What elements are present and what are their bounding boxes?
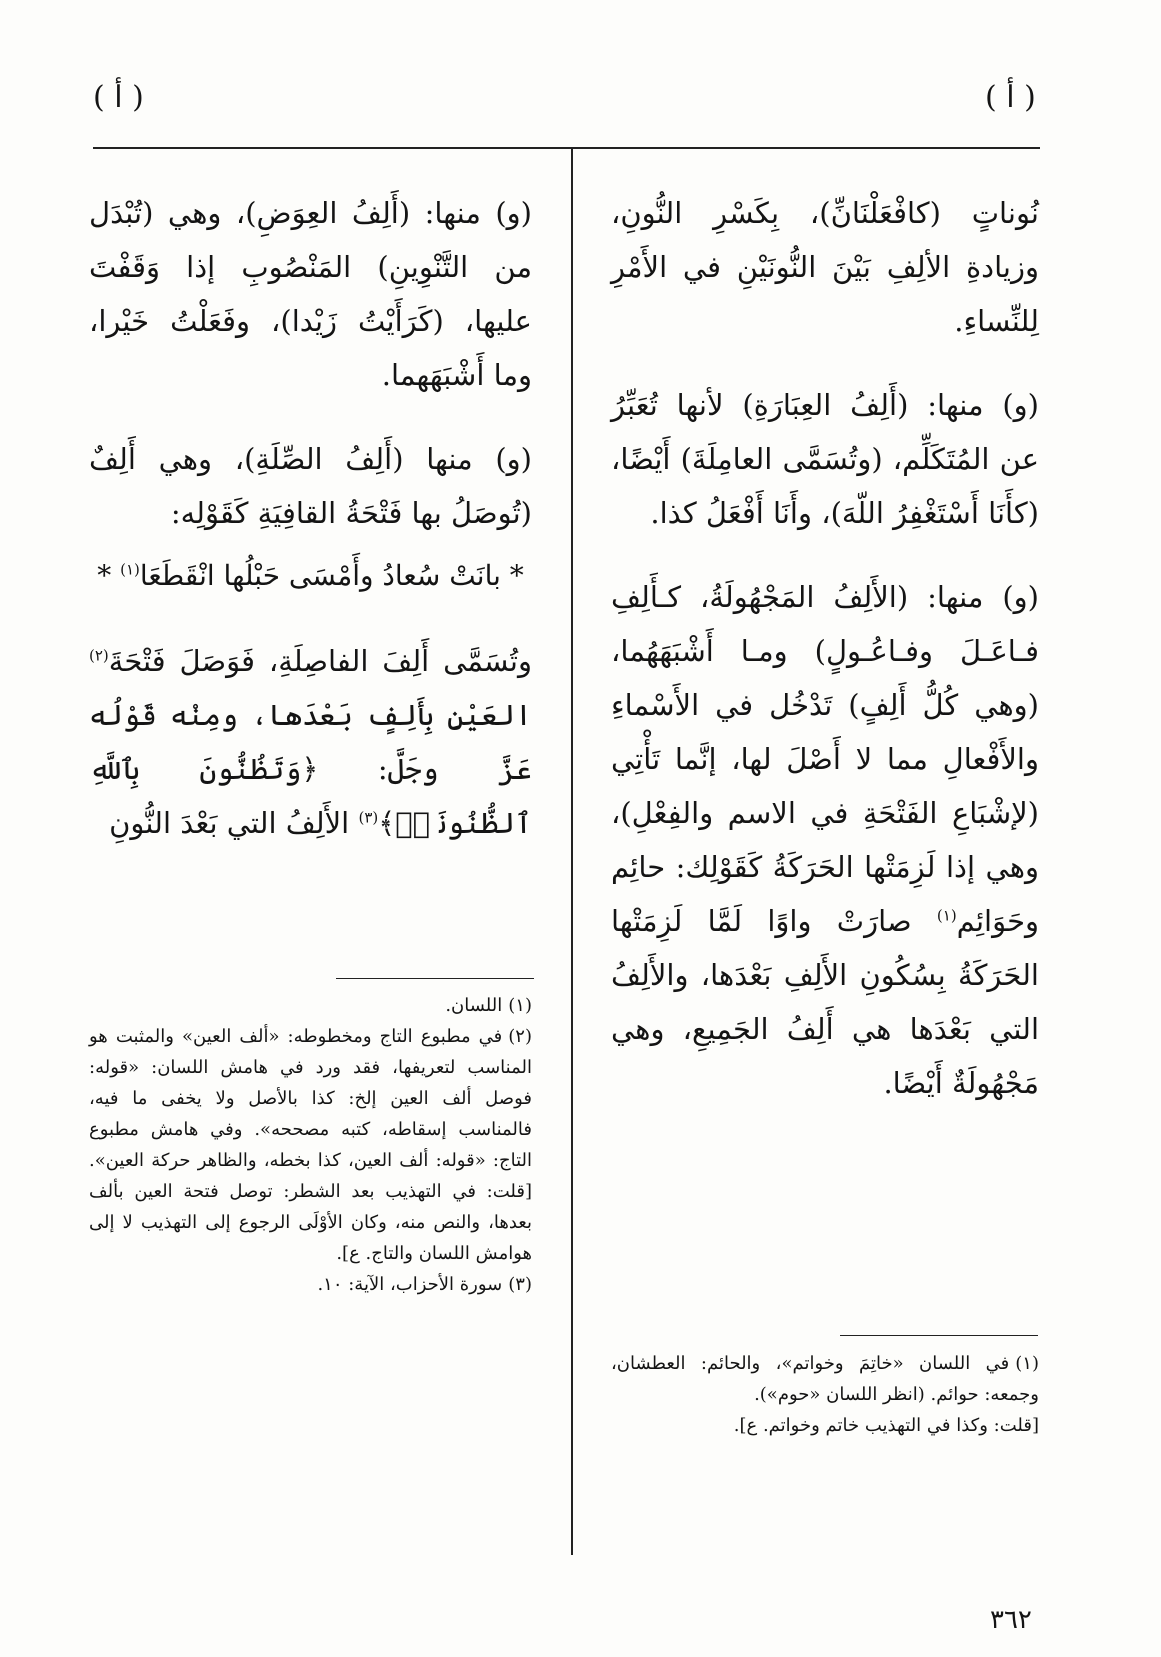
footnote-rule-left — [336, 978, 534, 979]
paragraph — [89, 634, 532, 850]
poetry-verse — [89, 548, 532, 604]
paragraph: (و) منها: (أَلِفُ العِبَارَةِ) لأنها تُعَبِّرُ عن المُتَكَلِّم، (وتُسَمَّى العامِلَةَ) أَيْضًا، (كأَنَا أَسْتَغْفِرُ اللّهَ)، وأَنَا أَفْعَلُ كذا. — [611, 388, 1039, 530]
footnote — [89, 1021, 532, 1269]
footnote-rule-right — [840, 1335, 1038, 1336]
header-letter-right: ( أ ) — [985, 80, 1036, 115]
right-column — [611, 186, 1039, 1110]
footnotes-left — [89, 990, 532, 1300]
footnote-marker: (١) — [120, 560, 140, 579]
paragraph-text: وتُسَمَّى أَلِفَ الفاصِلَةِ، فَوَصَلَ فَتْحَةَ — [108, 644, 532, 678]
footnote-text: [قلت: وكذا في التهذيب خاتم وخواتم. ع]. — [733, 1415, 1039, 1436]
paragraph: (و) منها (أَلِفُ الصِّلَةِ)، وهي أَلِفٌ (تُوصَلُ بها فَتْحَةُ القافِيَةِ كَقَوْلِه: — [89, 442, 532, 530]
header-letter-left: ( أ ) — [93, 80, 144, 115]
footnote-text: اللسان. — [445, 995, 503, 1016]
footnote-text: في مطبوع التاج ومخطوطه: «ألف العين» والمثبت هو المناسب لتعريفها، فقد ورد في هامش اللسان: «قوله: فوصل ألف العين إلخ: كذا بالأصل ولا يخفى ما فيه، فالمناسب إسقاطه، كتبه مصححه». وفي هامش مطبوع التاج: «قوله: ألف العين، كذا بخطه، والظاهر حركة العين». [قلت: في التهذيب بعد الشطر: توصل فتحة العين بألف بعدها، والنص منه، وكان الأوْلَى الرجوع إلى التهذيب لا إلى هوامش اللسان والتاج. ع]. — [89, 1026, 532, 1264]
paragraph: نُوناتٍ (كافْعَلْنَانِّ)، بِكَسْرِ النُّونِ، وزيادةِ الألِفِ بَيْنَ النُّونَيْنِ في الأَمْرِ لِلنِّساءِ. — [611, 196, 1039, 338]
footnote-text: سورة الأحزاب، الآية: ١٠. — [317, 1274, 503, 1295]
paragraph-text: الأَلِفُ التي بَعْدَ النُّونِ — [109, 806, 359, 840]
verse-end: * — [97, 559, 121, 592]
header-rule — [93, 147, 1040, 149]
footnote-number: (١) — [508, 995, 532, 1016]
verse-text: * بانَتْ سُعادُ وأَمْسَى حَبْلُها انْقَطَعَا — [139, 559, 524, 592]
paragraph — [611, 570, 1039, 1110]
footnote-number: (٢) — [508, 1026, 532, 1047]
paragraph: (و) منها: (أَلِفُ العِوَضِ)، وهي (تُبْدَل من التَّنْوِينِ) المَنْصُوبِ إذا وَقَفْتَ عليها، (كَرَأَيْتُ زَيْدا)، وفَعَلْتُ خَيْرا، وما أَشْبَهَهما. — [89, 196, 532, 392]
paragraph-text: صارَتْ واوًا لَمَّا لَزِمَتْها الحَرَكَةُ بِسُكُونِ الأَلِفِ بَعْدَها، والأَلِفُ التي بَعْدَها هي أَلِفُ الجَمِيعِ، وهي مَجْهُولَةٌ أَيْضًا. — [611, 904, 1039, 1100]
footnote-number: (٣) — [508, 1274, 532, 1295]
paragraph-text: (و) منها: (الأَلِفُ المَجْهُولَةُ، كـأَلِفِ فـاعَـلَ وفـاعُـولٍ) ومـا أَشْبَهَهُما، (وهي كُلُّ أَلِفٍ) تَدْخُل في الأَسْماءِ والأَفْعالِ مما لا أَصْلَ لها، إنَّما تَأْتِي (لإشْبَاعِ الفَتْحَةِ في الاسم والفِعْلِ)، وهي إذا لَزِمَتْها الحَرَكَةُ كَقَوْلِك: حائِم وحَوَائِم — [611, 580, 1040, 938]
footnotes-right — [611, 1348, 1039, 1441]
footnote-marker: (٣) — [358, 808, 379, 827]
footnote-number: (١) — [1015, 1353, 1039, 1374]
paragraph-text: العَيْنِ بِأَلِفٍ بَعْدَها، ومِنْه قَوْلُه عَزَّ وجَلَّ: ﴿وَتَظُنُّونَ بِٱللَّهِ ٱلظُّنُونَا۠﴾ — [89, 698, 532, 840]
column-divider — [571, 148, 573, 1555]
left-column — [89, 186, 532, 850]
footnote-marker: (١) — [936, 906, 957, 925]
footnote — [611, 1348, 1039, 1410]
footnote — [611, 1410, 1039, 1441]
footnote — [89, 1269, 532, 1300]
footnote-marker: (٢) — [89, 646, 109, 665]
footnote-text: في اللسان «خاتِمَ وخواتم»، والحائم: العطشان، وجمعه: حوائم. (انظر اللسان «حوم»). — [611, 1353, 1039, 1405]
page-number: ٣٦٢ — [990, 1605, 1032, 1635]
footnote — [89, 990, 532, 1021]
